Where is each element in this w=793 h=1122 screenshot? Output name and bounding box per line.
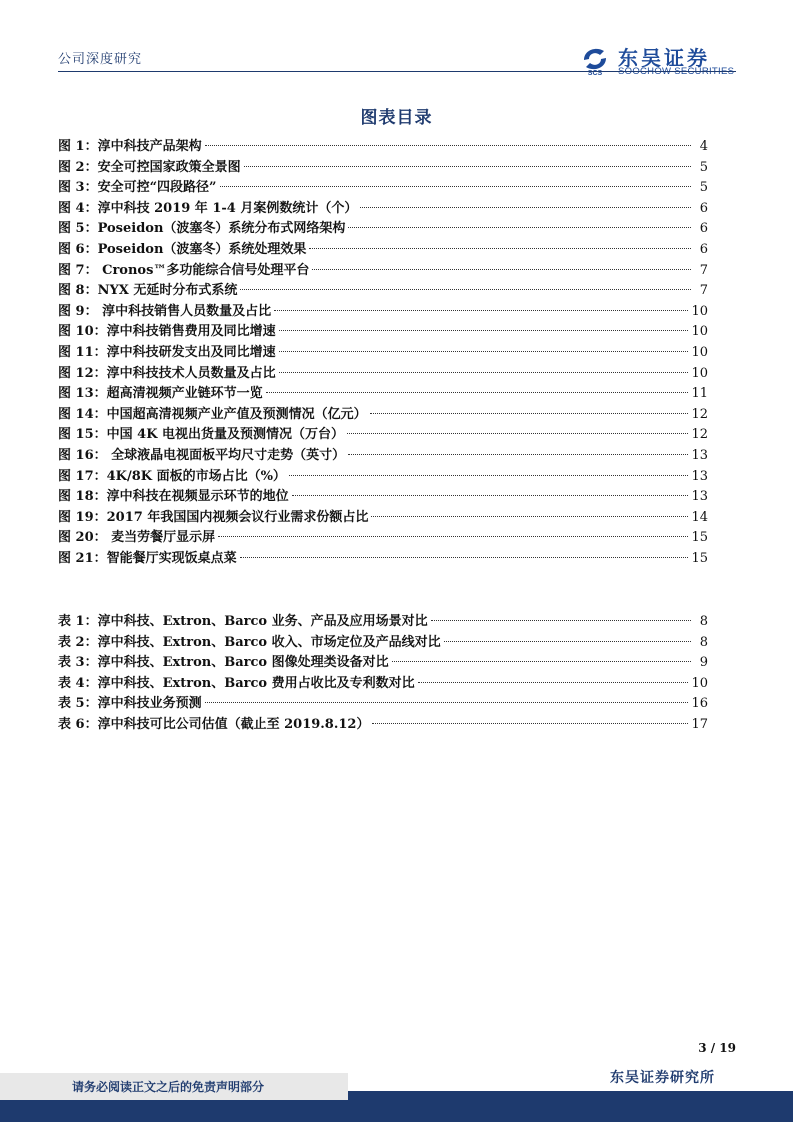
toc-entry-page: 10 (691, 324, 708, 340)
table-toc-entry[interactable] (58, 633, 708, 654)
toc-entry-page: 15 (691, 530, 708, 546)
toc-dot-leader (347, 433, 688, 434)
toc-dot-leader (218, 536, 688, 537)
toc-entry-page: 7 (699, 262, 708, 278)
toc-dot-leader (372, 723, 688, 724)
figure-toc-entry[interactable] (58, 549, 708, 570)
figure-toc-entry[interactable] (58, 343, 708, 364)
footer-company-name: 东吴证券研究所 (610, 1070, 715, 1086)
header-divider (58, 71, 736, 72)
toc-entry-page: 15 (691, 550, 708, 566)
toc-entry-label: 图 20： 麦当劳餐厅显示屏 (58, 530, 216, 546)
toc-entry-label: 图 16： 全球液晶电视面板平均尺寸走势（英寸） (58, 447, 346, 463)
toc-dot-leader (418, 682, 689, 683)
toc-entry-page: 7 (699, 283, 708, 299)
figure-toc-entry[interactable] (58, 528, 708, 549)
toc-entry-page: 12 (691, 406, 708, 422)
toc-entry-page: 17 (691, 716, 708, 732)
toc-dot-leader (205, 702, 689, 703)
toc-entry-label: 图 1：淳中科技产品架构 (58, 139, 202, 154)
toc-entry-page: 14 (691, 509, 708, 525)
toc-entry-label: 图 15：中国 4K 电视出货量及预测情况（万台） (58, 427, 345, 443)
toc-entry-page: 10 (691, 344, 708, 360)
toc-dot-leader (220, 186, 691, 187)
toc-dot-leader (370, 413, 689, 414)
toc-entry-page: 13 (691, 489, 708, 505)
toc-dot-leader (240, 557, 689, 558)
figure-toc-entry[interactable] (58, 425, 708, 446)
toc-entry-page: 11 (691, 386, 708, 402)
figure-toc-entry[interactable] (58, 158, 708, 179)
toc-entry-page: 6 (699, 200, 708, 216)
toc-dot-leader (266, 392, 689, 393)
toc-entry-label: 图 21：智能餐厅实现饭桌点菜 (58, 550, 237, 566)
figure-toc-entry[interactable] (58, 364, 708, 385)
toc-dot-leader (348, 227, 691, 228)
toc-entry-label: 图 2：安全可控国家政策全景图 (58, 159, 241, 175)
toc-dot-leader (444, 641, 691, 642)
figure-toc-entry[interactable] (58, 322, 708, 343)
toc-entry-label: 图 6：Poseidon（波塞冬）系统处理效果 (58, 241, 307, 257)
toc-entry-label: 图 10：淳中科技销售费用及同比增速 (58, 324, 276, 340)
toc-dot-leader (279, 351, 689, 352)
figure-toc-entry[interactable] (58, 281, 708, 302)
toc-entry-page: 6 (699, 221, 708, 237)
toc-entry-page: 8 (699, 634, 708, 650)
toc-entry-label: 图 4：淳中科技 2019 年 1-4 月案例数统计（个） (58, 200, 358, 216)
toc-entry-label: 表 2：淳中科技、Extron、Barco 收入、市场定位及产品线对比 (58, 634, 441, 650)
toc-dot-leader (274, 310, 688, 311)
figure-toc-entry[interactable] (58, 199, 708, 220)
toc-entry-label: 图 7： Cronos™多功能综合信号处理平台 (58, 262, 310, 278)
toc-entry-page: 13 (691, 447, 708, 463)
figure-toc-entry[interactable] (58, 261, 708, 282)
figure-toc-entry[interactable] (58, 467, 708, 488)
toc-dot-leader (360, 207, 691, 208)
toc-entry-label: 图 14：中国超高清视频产业产值及预测情况（亿元） (58, 406, 367, 422)
header-section-label: 公司深度研究 (58, 52, 143, 67)
toc-dot-leader (205, 145, 691, 146)
toc-dot-leader (309, 248, 691, 249)
toc-entry-label: 表 6：淳中科技可比公司估值（截止至 2019.8.12） (58, 716, 370, 732)
toc-dot-leader (279, 372, 689, 373)
toc-dot-leader (392, 661, 691, 662)
toc-entry-page: 13 (691, 468, 708, 484)
table-toc-entry[interactable] (58, 612, 708, 633)
table-index-list (58, 612, 708, 736)
toc-dot-leader (348, 454, 688, 455)
figure-toc-entry[interactable] (58, 487, 708, 508)
toc-entry-label: 图 3：安全可控“四段路径” (58, 180, 217, 196)
toc-entry-label: 表 4：淳中科技、Extron、Barco 费用占收比及专利数对比 (58, 675, 415, 691)
toc-dot-leader (312, 269, 691, 270)
toc-entry-label: 表 3：淳中科技、Extron、Barco 图像处理类设备对比 (58, 655, 389, 671)
toc-dot-leader (244, 166, 691, 167)
figure-toc-entry[interactable] (58, 384, 708, 405)
toc-entry-page: 10 (691, 365, 708, 381)
figure-toc-entry[interactable] (58, 446, 708, 467)
toc-entry-page: 10 (691, 303, 708, 319)
figure-toc-entry[interactable] (58, 302, 708, 323)
figure-toc-entry[interactable] (58, 405, 708, 426)
figure-toc-entry[interactable] (58, 137, 708, 158)
toc-entry-label: 图 8：NYX 无延时分布式系统 (58, 283, 238, 299)
toc-dot-leader (289, 475, 689, 476)
toc-entry-page: 8 (699, 614, 708, 629)
page-number: 3 / 19 (698, 1041, 736, 1055)
toc-dot-leader (292, 495, 689, 496)
page-title: 图表目录 (360, 108, 433, 128)
table-toc-entry[interactable] (58, 653, 708, 674)
toc-entry-page: 6 (699, 241, 708, 257)
toc-dot-leader (431, 620, 691, 621)
toc-entry-page: 10 (691, 675, 708, 691)
footer-disclaimer: 请务必阅读正文之后的免责声明部分 (72, 1080, 265, 1094)
toc-entry-page: 9 (699, 655, 708, 671)
toc-entry-page: 16 (691, 696, 708, 712)
toc-entry-label: 表 1：淳中科技、Extron、Barco 业务、产品及应用场景对比 (58, 614, 428, 629)
toc-entry-label: 图 13：超高清视频产业链环节一览 (58, 386, 263, 402)
svg-text:SCS: SCS (587, 70, 603, 76)
toc-entry-page: 4 (699, 139, 708, 154)
toc-entry-label: 图 5：Poseidon（波塞冬）系统分布式网络架构 (58, 221, 346, 237)
toc-entry-label: 表 5：淳中科技业务预测 (58, 696, 202, 712)
figure-toc-entry[interactable] (58, 219, 708, 240)
figure-index-list (58, 137, 708, 569)
toc-entry-label: 图 17：4K/8K 面板的市场占比（%） (58, 468, 286, 484)
toc-dot-leader (240, 289, 691, 290)
toc-entry-label: 图 11：淳中科技研发支出及同比增速 (58, 344, 276, 360)
logo-chinese-name: 东吴证券 (618, 46, 710, 70)
toc-dot-leader (371, 516, 688, 517)
toc-entry-label: 图 18：淳中科技在视频显示环节的地位 (58, 489, 289, 505)
toc-entry-label: 图 9： 淳中科技销售人员数量及占比 (58, 303, 272, 319)
toc-entry-page: 5 (699, 180, 708, 196)
table-toc-entry[interactable] (58, 715, 708, 736)
toc-entry-label: 图 12：淳中科技技术人员数量及占比 (58, 365, 276, 381)
company-logo (578, 42, 738, 82)
toc-entry-label: 图 19：2017 年我国国内视频会议行业需求份额占比 (58, 509, 369, 525)
figure-toc-entry[interactable] (58, 240, 708, 261)
table-toc-entry[interactable] (58, 694, 708, 715)
toc-entry-page: 5 (699, 159, 708, 175)
figure-toc-entry[interactable] (58, 178, 708, 199)
figure-toc-entry[interactable] (58, 508, 708, 529)
toc-entry-page: 12 (691, 427, 708, 443)
table-toc-entry[interactable] (58, 674, 708, 695)
toc-dot-leader (279, 330, 689, 331)
logo-english-name: SOOCHOW SECURITIES (618, 66, 735, 77)
